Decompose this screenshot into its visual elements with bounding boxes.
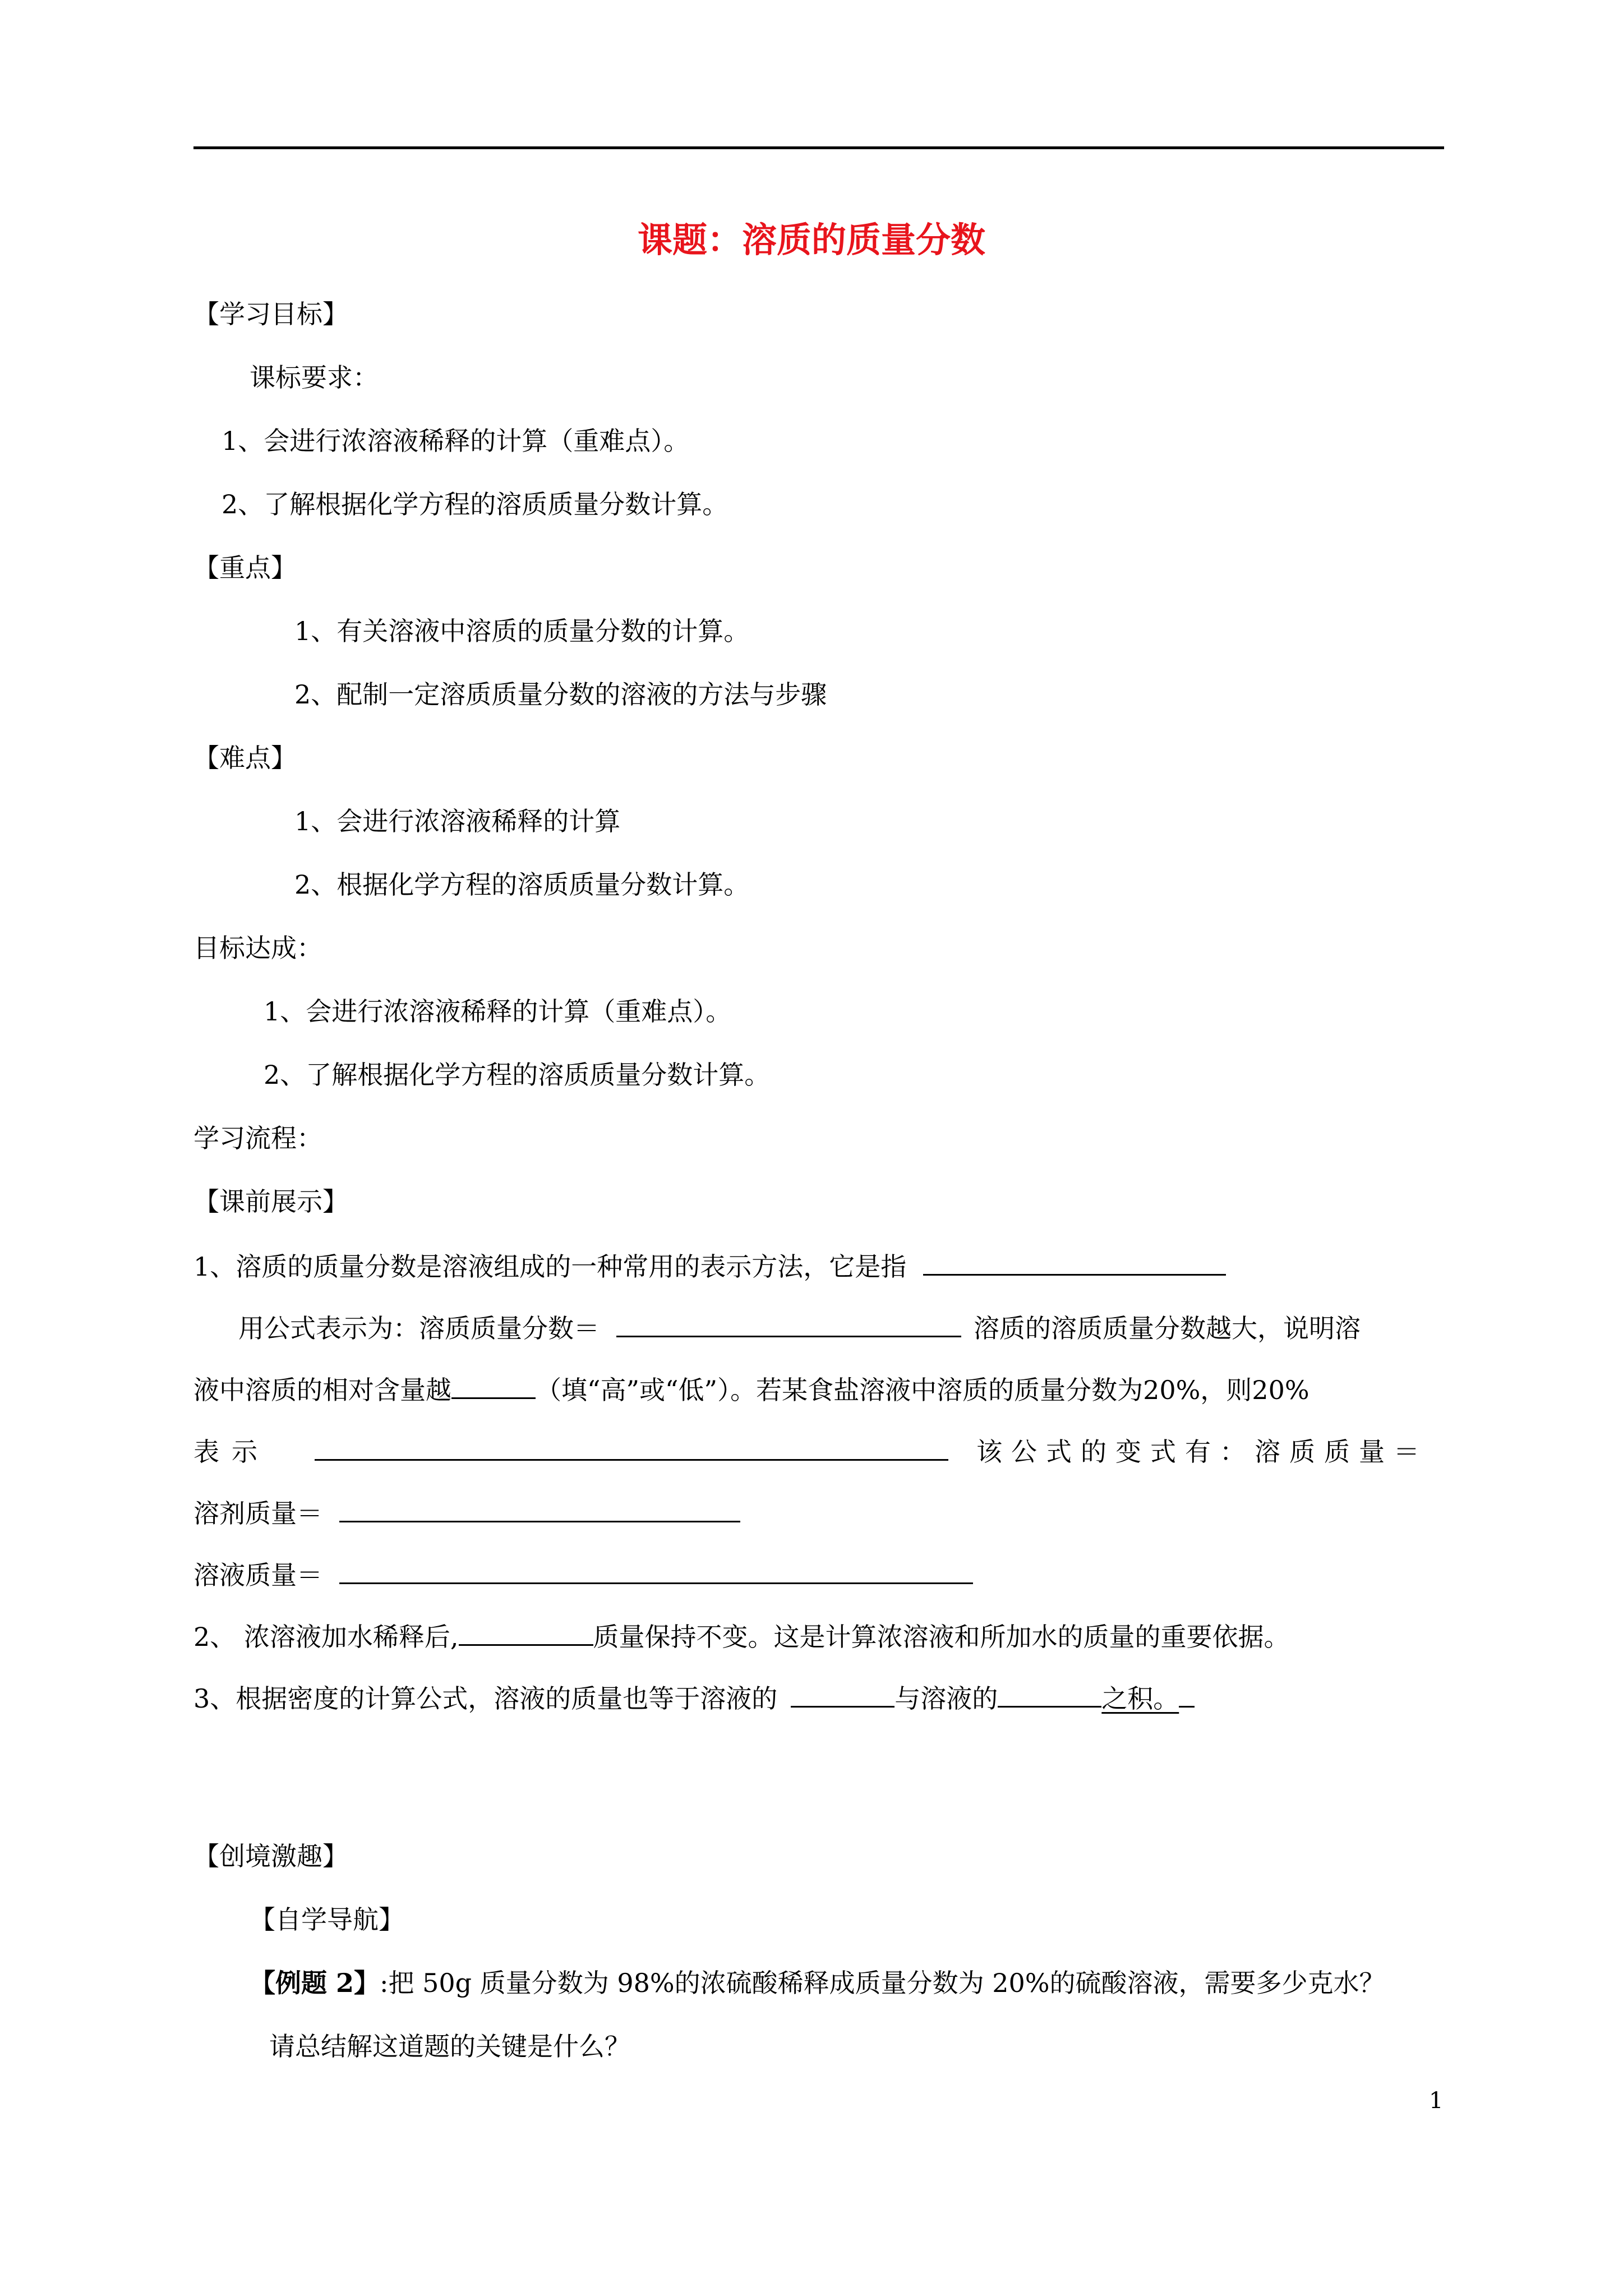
page-title: 课题：溶质的质量分数: [637, 219, 985, 260]
q1-blank-meaning[interactable]: [315, 1433, 948, 1461]
curriculum-label: 课标要求：: [250, 362, 379, 393]
q1-line-e: [193, 1495, 740, 1530]
q1-text-f: 溶液质量＝: [193, 1560, 322, 1590]
page-number: 1: [1429, 2088, 1444, 2114]
q1-line-a: [193, 1248, 1226, 1283]
heading-preview: 【课前展示】: [193, 1186, 348, 1217]
q3-text-a: 3、根据密度的计算公式，溶液的质量也等于溶液的: [193, 1683, 778, 1714]
q1-text-d1: 表示: [193, 1437, 270, 1467]
q1-blank-definition[interactable]: [923, 1248, 1226, 1276]
summary-question: 请总结解这道题的关键是什么？: [269, 2031, 630, 2062]
q3-text-b: 与溶液的: [895, 1683, 998, 1714]
q1-line-d: [193, 1433, 1450, 1469]
q2-blank[interactable]: [459, 1618, 593, 1646]
q1-text-e: 溶剂质量＝: [193, 1498, 322, 1529]
example-label: 【例题 2】: [250, 1968, 380, 1998]
q2-text-b: 质量保持不变。这是计算浓溶液和所加水的质量的重要依据。: [593, 1622, 1290, 1652]
q1-line-f: [193, 1557, 973, 1592]
q3-blank-density[interactable]: [998, 1680, 1101, 1708]
q1-text-c1: 液中溶质的相对含量越: [193, 1375, 451, 1405]
q1-blank-solution[interactable]: [339, 1557, 973, 1584]
target-item-1: 1、会进行浓溶液稀释的计算（重难点）。: [264, 996, 732, 1027]
example-line: [250, 1966, 1385, 2000]
q1-blank-solvent[interactable]: [339, 1495, 740, 1522]
example-text: :把 50g 质量分数为 98%的浓硫酸稀释成质量分数为 20%的硫酸溶液，需要多少克水？: [380, 1968, 1385, 1998]
q3-blank-volume[interactable]: [791, 1680, 895, 1708]
difficult-item-2: 2、根据化学方程的溶质质量分数计算。: [294, 869, 750, 900]
q3-text-c: 之积。: [1101, 1683, 1179, 1714]
q2-text-a: 2、 浓溶液加水稀释后,: [193, 1622, 459, 1652]
key-item-2: 2、配制一定溶质质量分数的溶液的方法与步骤: [294, 679, 827, 710]
q1-blank-high-low[interactable]: [451, 1372, 536, 1399]
q1-text-a: 1、溶质的质量分数是溶液组成的一种常用的表示方法，它是指: [193, 1251, 907, 1282]
heading-motivation: 【创境激趣】: [193, 1841, 348, 1871]
q1-text-c2: （填“高”或“低”）。若某食盐溶液中溶质的质量分数为20%，则20%: [536, 1375, 1310, 1405]
q1-text-b1: 用公式表示为：溶质质量分数＝: [238, 1313, 600, 1343]
header-rule: [193, 146, 1444, 149]
difficult-item-1: 1、会进行浓溶液稀释的计算: [294, 806, 621, 836]
q1-line-b: [238, 1310, 1361, 1345]
heading-self-study: 【自学导航】: [250, 1904, 404, 1935]
target-label: 目标达成：: [193, 933, 322, 963]
q2-line: [193, 1618, 1290, 1654]
heading-key: 【重点】: [193, 553, 297, 583]
curriculum-item-1: 1、会进行浓溶液稀释的计算（重难点）。: [222, 426, 690, 456]
flow-label: 学习流程：: [193, 1123, 322, 1153]
target-item-2: 2、了解根据化学方程的溶质质量分数计算。: [264, 1060, 771, 1090]
q3-trailing-underline: [1179, 1680, 1195, 1708]
key-item-1: 1、有关溶液中溶质的质量分数的计算。: [294, 616, 750, 646]
q1-line-c: [193, 1372, 1310, 1407]
curriculum-item-2: 2、了解根据化学方程的溶质质量分数计算。: [222, 489, 728, 519]
q1-blank-formula[interactable]: [616, 1310, 961, 1337]
heading-goals: 【学习目标】: [193, 299, 348, 329]
q1-text-b2: 溶质的溶质质量分数越大，说明溶: [974, 1313, 1361, 1343]
q3-line: [193, 1680, 1195, 1715]
q1-text-d2: 该公式的变式有：溶质质量＝: [976, 1437, 1428, 1467]
heading-difficult: 【难点】: [193, 743, 297, 773]
